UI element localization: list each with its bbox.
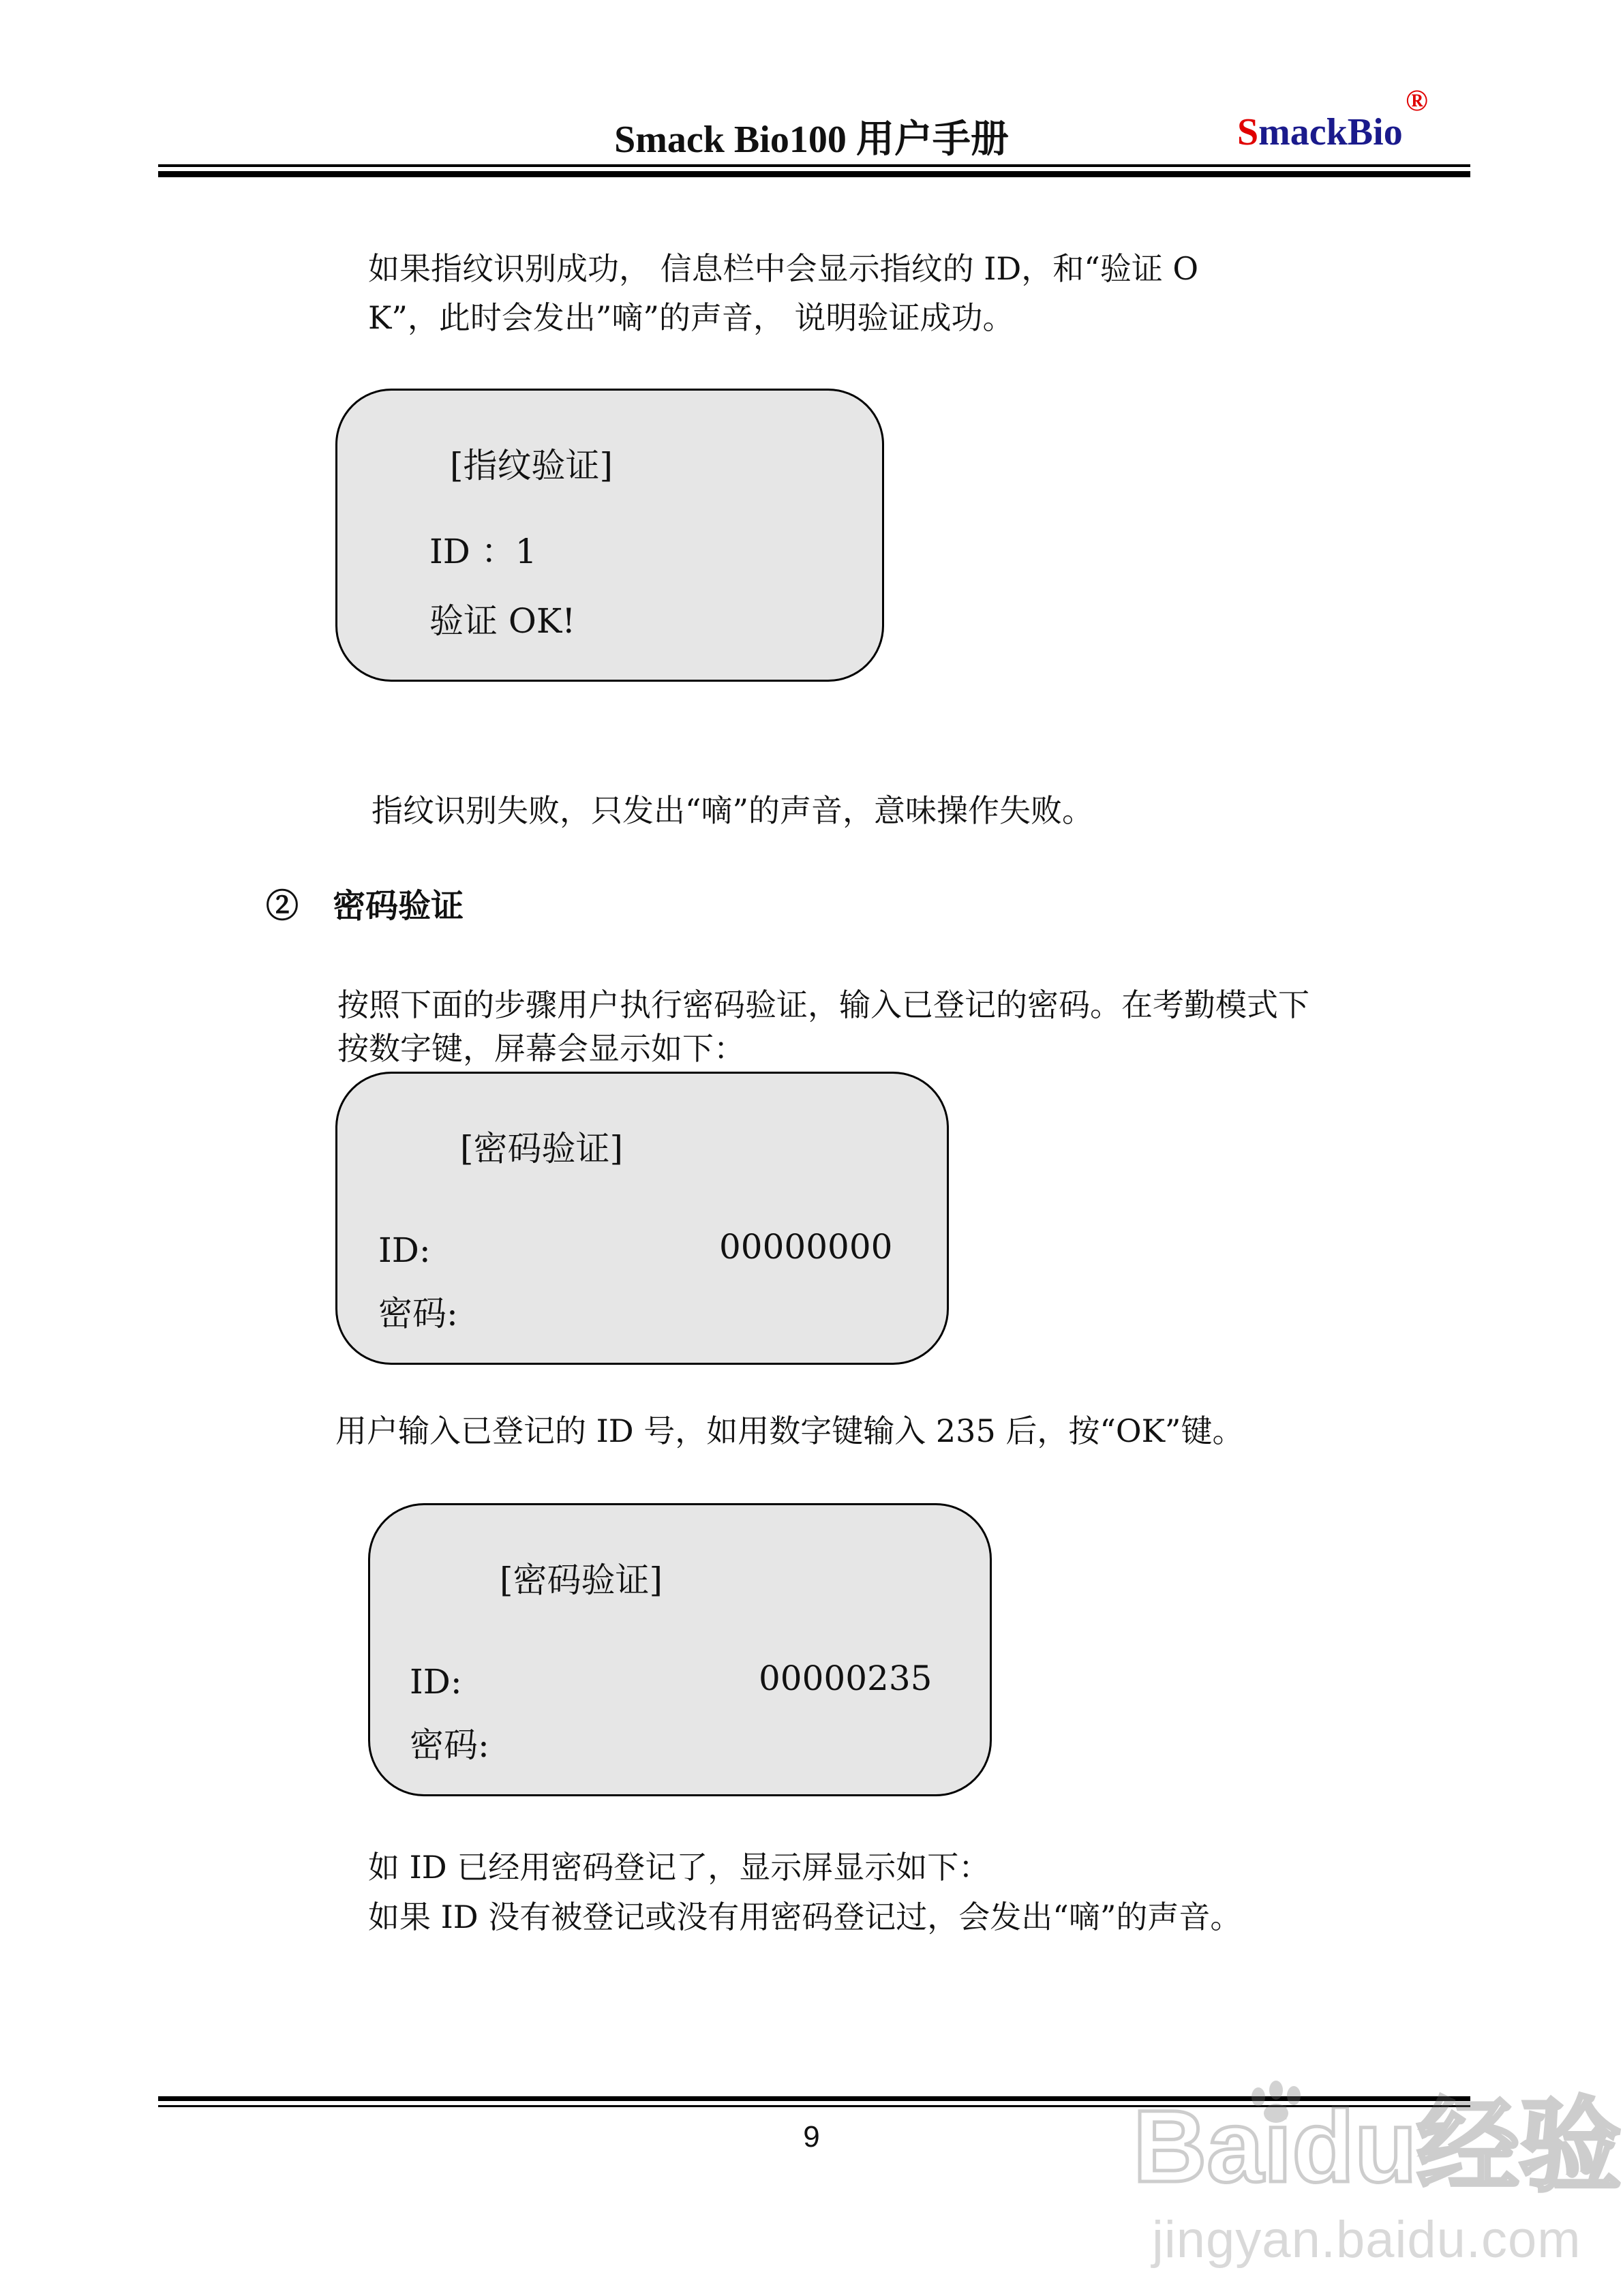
password-intro-line1: 按照下面的步骤用户执行密码验证，输入已登记的密码。在考勤模式下 — [337, 986, 1309, 1023]
lcd-title: [密码验证] — [460, 1129, 624, 1168]
brand-logo-rest: mackBio — [1258, 111, 1403, 153]
registered-check-line1: 如 ID 已经用密码登记了，显示屏显示如下： — [368, 1849, 990, 1886]
watermark-logo-text: Baidu经验 — [1133, 2089, 1622, 2203]
lcd-id-value: 00000235 — [759, 1659, 932, 1698]
lcd-id-line: ID ：1 — [429, 532, 537, 571]
brand-logo-initial: S — [1237, 111, 1259, 153]
header-rule-thick — [158, 171, 1470, 177]
success-paragraph-line2: K”，此时会发出”嘀”的声音， 说明验证成功。 — [368, 299, 1014, 336]
lcd-screen-fingerprint-verify — [335, 389, 884, 682]
section-heading — [266, 879, 464, 926]
baidu-jingyan-watermark — [1125, 2059, 1622, 2284]
lcd-id-label: ID: — [378, 1230, 431, 1270]
lcd-screen-password-verify-filled — [368, 1503, 992, 1796]
section-title: 密码验证 — [333, 887, 464, 925]
header-rule-thin — [158, 164, 1470, 167]
id-entry-paragraph: 用户输入已登记的 ID 号，如用数字键输入 235 后，按“OK”键。 — [335, 1413, 1244, 1449]
header-title: Smack Bio100 用户手册 — [614, 119, 1009, 161]
lcd-title: [指纹验证] — [450, 446, 613, 485]
lcd-id-label: ID: — [410, 1662, 462, 1702]
watermark-url: jingyan.baidu.com — [1152, 2211, 1581, 2269]
password-intro-line2: 按数字键，屏幕会显示如下： — [337, 1030, 745, 1067]
lcd-title: [密码验证] — [500, 1560, 663, 1600]
page-number: 9 — [803, 2120, 820, 2154]
success-paragraph-line1: 如果指纹识别成功， 信息栏中会显示指纹的 ID，和“验证 O — [368, 250, 1199, 287]
lcd-status: 验证 OK! — [429, 601, 576, 641]
registered-mark: ® — [1406, 84, 1428, 117]
section-number: ② — [266, 887, 299, 925]
registered-check-line2: 如果 ID 没有被登记或没有用密码登记过，会发出“嘀”的声音。 — [368, 1899, 1242, 1935]
lcd-password-label: 密码: — [410, 1725, 489, 1765]
lcd-screen-password-verify-empty — [335, 1072, 949, 1365]
failure-paragraph: 指纹识别失败，只发出“嘀”的声音，意味操作失败。 — [371, 792, 1094, 829]
brand-logo — [1237, 110, 1403, 154]
lcd-id-value: 00000000 — [719, 1227, 893, 1267]
paw-logo-icon — [1130, 2079, 1622, 2209]
lcd-password-label: 密码: — [378, 1294, 458, 1333]
